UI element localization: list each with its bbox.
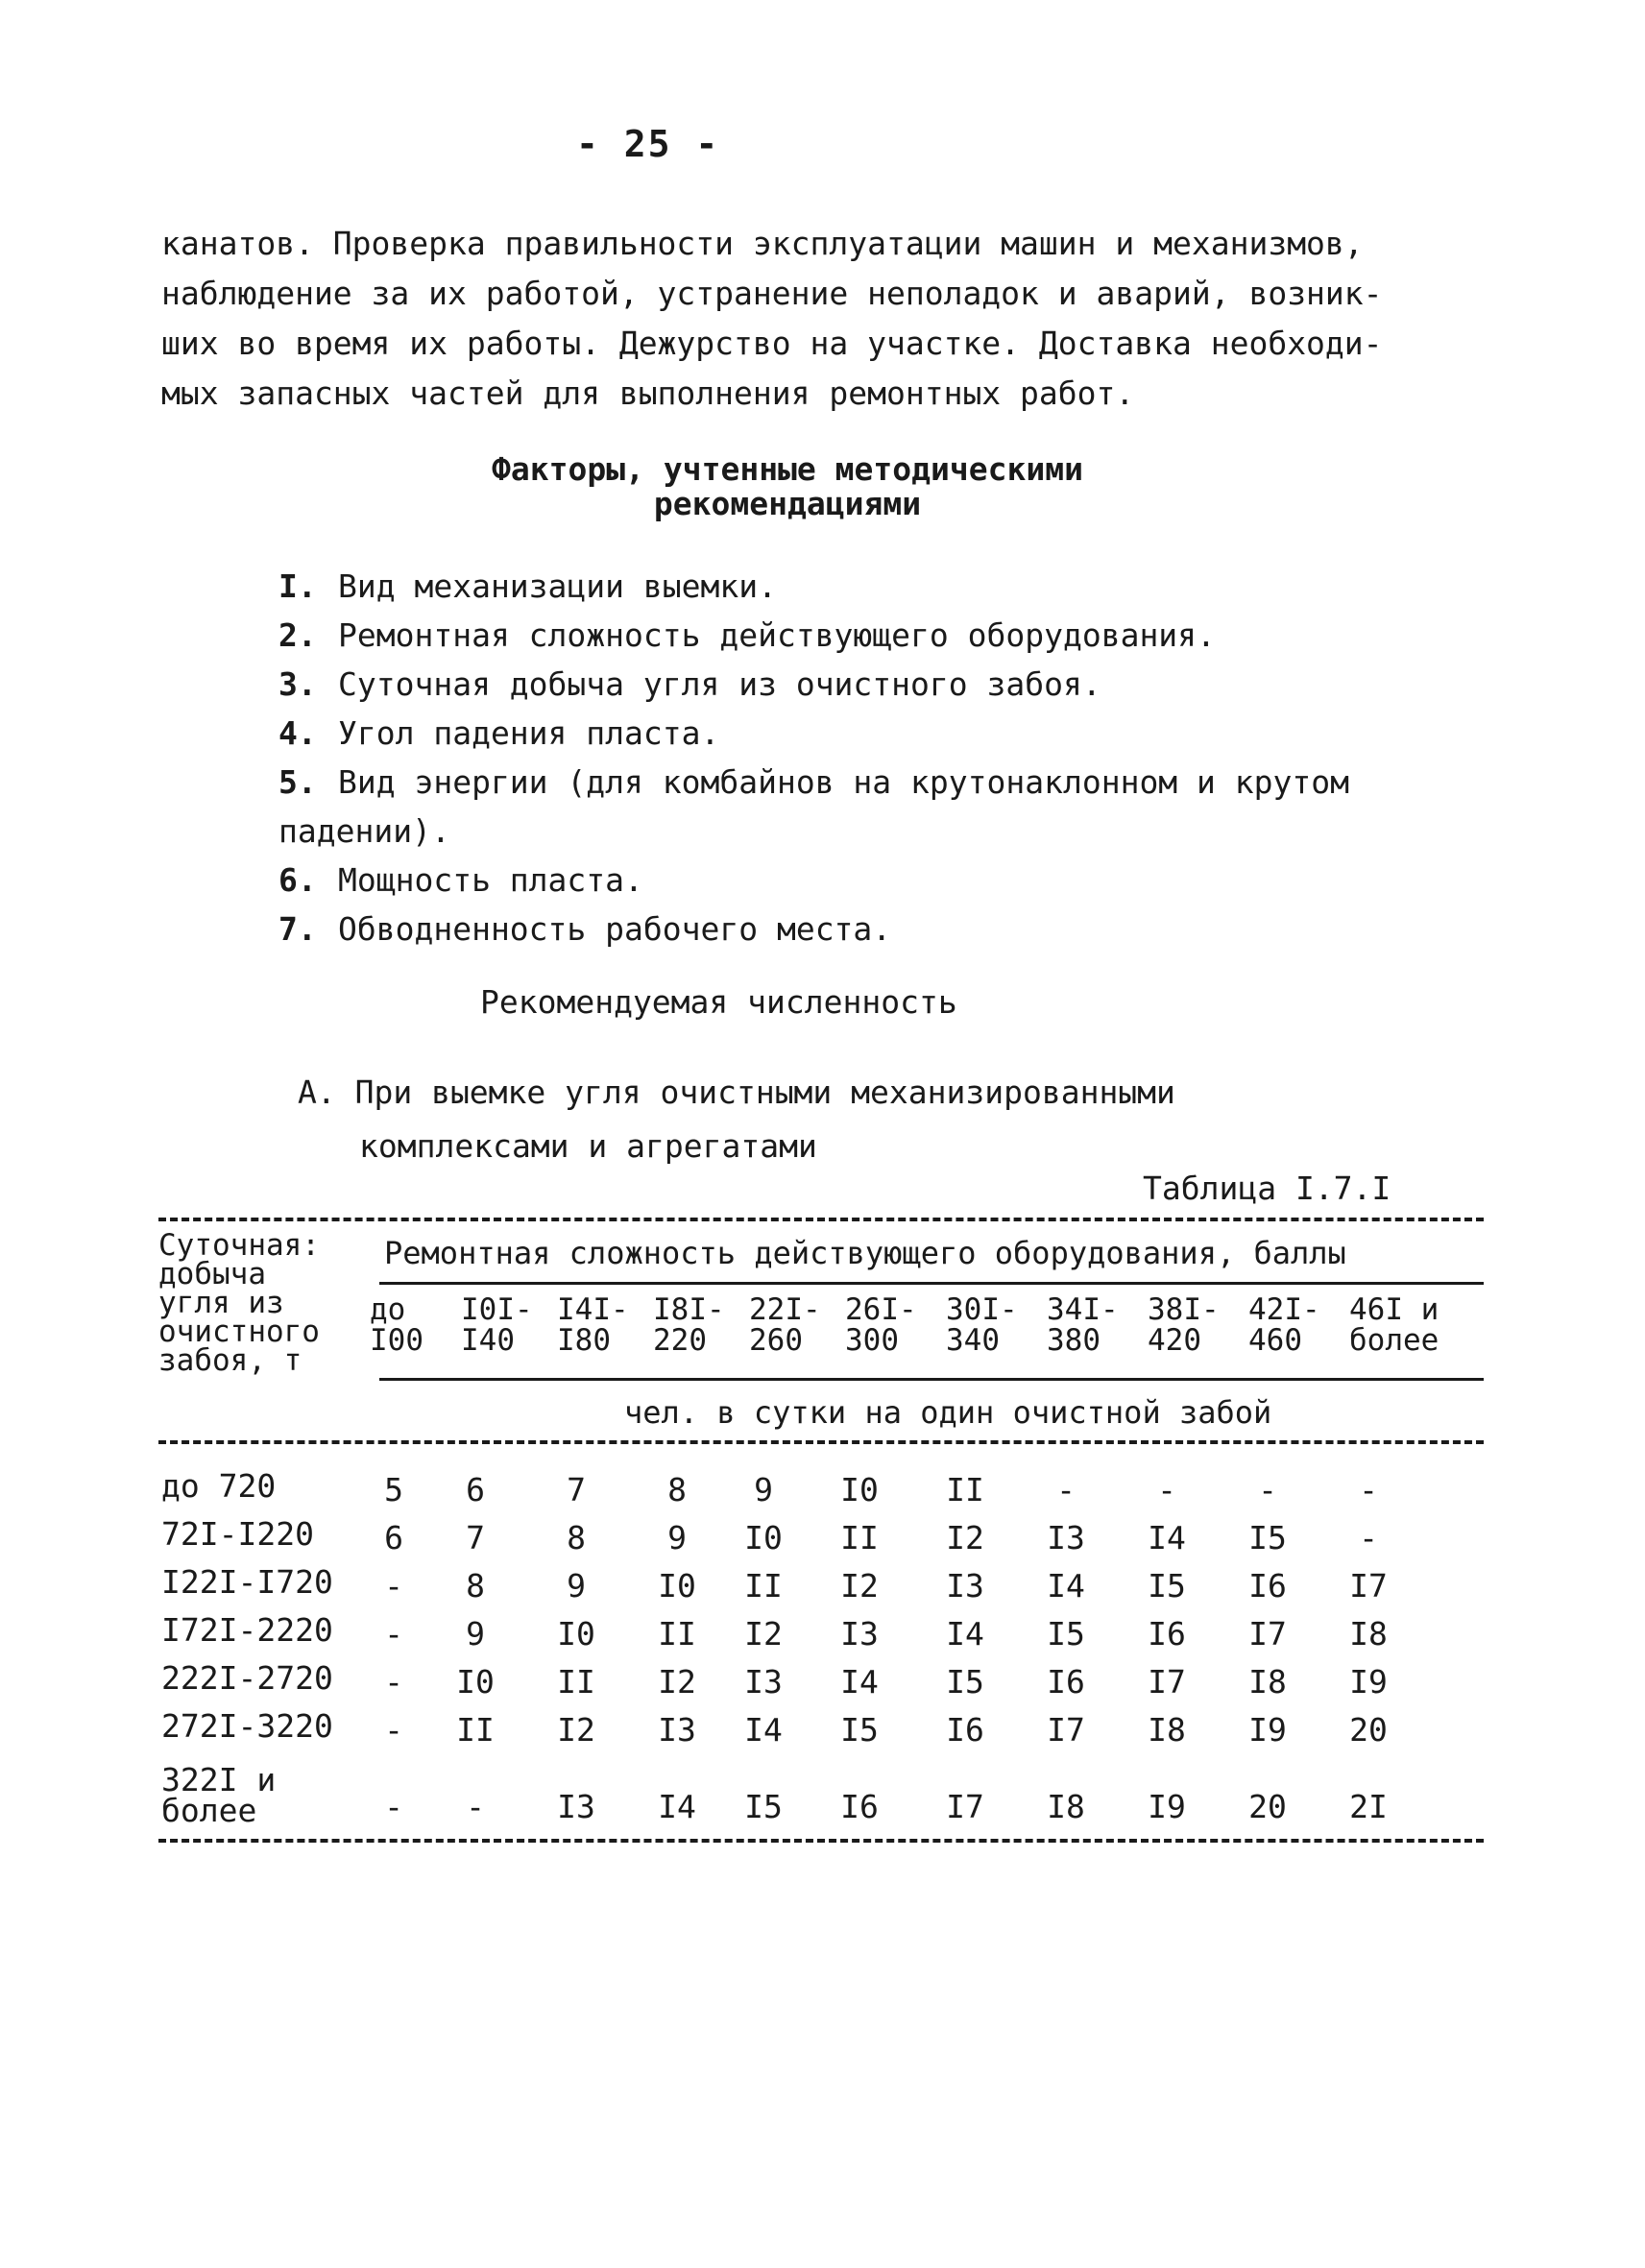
table-cell: I8 (1047, 1788, 1085, 1825)
column-header: 22I- 260 (749, 1292, 821, 1358)
table-cell: 2I (1349, 1788, 1388, 1825)
table-cell: I7 (1047, 1711, 1085, 1749)
table-cell: - (384, 1663, 403, 1701)
table-cell: I4 (658, 1788, 696, 1825)
table-cell: I7 (1349, 1567, 1388, 1604)
table-cell: - (1359, 1471, 1378, 1508)
column-header: 38I- 420 (1148, 1292, 1220, 1358)
intro-paragraph (161, 219, 1477, 419)
table-cell: I2 (946, 1519, 984, 1556)
table-cell: - (1258, 1471, 1277, 1508)
column-header: до I00 (370, 1292, 423, 1358)
table-cell: I6 (946, 1711, 984, 1749)
row-label: I22I-I720 (161, 1563, 333, 1601)
table-cell: I6 (1248, 1567, 1287, 1604)
table-cell: I9 (1148, 1788, 1186, 1825)
table-cell: I8 (1349, 1615, 1388, 1653)
factors-heading-line-2: рекомендациями (653, 485, 922, 522)
table-cell: 7 (466, 1519, 485, 1556)
table-cell: I4 (1047, 1567, 1085, 1604)
row-label: 72I-I220 (161, 1515, 314, 1553)
table-cell: II (456, 1711, 495, 1749)
column-group-header: Ремонтная сложность действующего оборудования, баллы (384, 1235, 1346, 1271)
table-cell: - (384, 1567, 403, 1604)
section-a-line-2: комплексами и агрегатами (359, 1127, 817, 1165)
row-header-line: угля из (158, 1286, 284, 1320)
table-cell: I6 (1148, 1615, 1186, 1653)
table-cell: II (840, 1519, 879, 1556)
table-cell: I3 (1047, 1519, 1085, 1556)
column-header: 42I- 460 (1248, 1292, 1320, 1358)
table-cell: 9 (754, 1471, 773, 1508)
table-cell: 5 (384, 1471, 403, 1508)
row-header-line: очистного (158, 1315, 320, 1349)
section-a-line-1: А. При выемке угля очистными механизированными (298, 1074, 1175, 1111)
table-cell: 9 (466, 1615, 485, 1653)
column-header: I8I- 220 (653, 1292, 725, 1358)
table-cell: 20 (1248, 1788, 1287, 1825)
table-cell: 8 (667, 1471, 687, 1508)
table-cell: - (466, 1788, 485, 1825)
table-cell: I5 (744, 1788, 783, 1825)
table-cell: I2 (557, 1711, 595, 1749)
table-cell: I8 (1148, 1711, 1186, 1749)
table-cell: 7 (567, 1471, 586, 1508)
factor-item: 3. Суточная добыча угля из очистного забоя. (278, 665, 1101, 703)
table-cell: I7 (946, 1788, 984, 1825)
table-cell: II (557, 1663, 595, 1701)
table-cell: I6 (840, 1788, 879, 1825)
table-cell: I4 (744, 1711, 783, 1749)
table-cell: I4 (1148, 1519, 1186, 1556)
table-cell: I2 (658, 1663, 696, 1701)
table-cell: I6 (1047, 1663, 1085, 1701)
table-cell: - (384, 1711, 403, 1749)
table-cell: II (744, 1567, 783, 1604)
column-header: 26I- 300 (845, 1292, 917, 1358)
table-cell: I5 (1047, 1615, 1085, 1653)
header-bottom-rule (158, 1440, 1484, 1444)
intro-line: канатов. Проверка правильности эксплуатации машин и механизмов, (161, 225, 1364, 262)
table-cell: 20 (1349, 1711, 1388, 1749)
table-cell: I5 (1248, 1519, 1287, 1556)
row-label: I72I-2220 (161, 1611, 333, 1649)
column-header: 34I- 380 (1047, 1292, 1119, 1358)
units-subheader: чел. в сутки на один очистной забой (624, 1394, 1272, 1431)
column-header: I4I- I80 (557, 1292, 629, 1358)
table-cell: I3 (840, 1615, 879, 1653)
table-cell: 9 (567, 1567, 586, 1604)
section-a (298, 1066, 1175, 1173)
page-number: - 25 - (576, 123, 720, 165)
table-cell: 8 (466, 1567, 485, 1604)
table-cell: I0 (658, 1567, 696, 1604)
row-header-line: забоя, т (158, 1343, 302, 1378)
factor-item-continuation: падении). (278, 812, 450, 850)
factor-item: 7. Обводненность рабочего места. (278, 910, 892, 948)
table-top-rule (158, 1218, 1484, 1221)
intro-line: мых запасных частей для выполнения ремонтных работ. (161, 374, 1135, 412)
table-bottom-rule (158, 1839, 1484, 1843)
table-cell: I5 (840, 1711, 879, 1749)
row-header-line: Суточная: (158, 1228, 320, 1263)
table-cell: I0 (456, 1663, 495, 1701)
table-cell: I5 (1148, 1567, 1186, 1604)
table-cell: I3 (744, 1663, 783, 1701)
factors-list (278, 562, 1349, 953)
table-cell: II (658, 1615, 696, 1653)
recommended-heading: Рекомендуемая численность (480, 983, 957, 1021)
factor-item: 6. Мощность пласта. (278, 861, 643, 899)
factors-heading-line-1: Факторы, учтенные методическими (492, 450, 1083, 488)
table-caption: Таблица I.7.I (1143, 1170, 1391, 1207)
table-cell: - (384, 1615, 403, 1653)
intro-line: наблюдение за их работой, устранение неполадок и аварий, возник- (161, 275, 1383, 312)
table-cell: I0 (840, 1471, 879, 1508)
table-cell: 6 (384, 1519, 403, 1556)
table-cell: I8 (1248, 1663, 1287, 1701)
table-cell: - (1157, 1471, 1176, 1508)
table-cell: I9 (1349, 1663, 1388, 1701)
factor-item: 4. Угол падения пласта. (278, 714, 720, 752)
table-cell: - (1056, 1471, 1076, 1508)
table-cell: I4 (946, 1615, 984, 1653)
table-cell: - (1359, 1519, 1378, 1556)
row-label: 272I-3220 (161, 1707, 333, 1745)
factor-item: 5. Вид энергии (для комбайнов на крутонаклонном и крутом (278, 763, 1349, 801)
column-header: 46I и более (1349, 1292, 1439, 1358)
table-cell: I2 (840, 1567, 879, 1604)
table-cell: I7 (1248, 1615, 1287, 1653)
column-header: 30I- 340 (946, 1292, 1018, 1358)
table-cell: I9 (1248, 1711, 1287, 1749)
table-cell: I0 (744, 1519, 783, 1556)
factor-item: 2. Ремонтная сложность действующего оборудования. (278, 616, 1216, 654)
header-rule-2 (379, 1378, 1484, 1381)
table-cell: I5 (946, 1663, 984, 1701)
column-header: I0I- I40 (461, 1292, 533, 1358)
row-label: 322I и более (161, 1761, 277, 1829)
table-cell: I3 (557, 1788, 595, 1825)
table-cell: I2 (744, 1615, 783, 1653)
factor-item: I. Вид механизации выемки. (278, 567, 777, 605)
row-header-line: добыча (158, 1257, 266, 1291)
table-cell: 6 (466, 1471, 485, 1508)
row-header (158, 1228, 320, 1378)
table-cell: I3 (658, 1711, 696, 1749)
table-cell: I3 (946, 1567, 984, 1604)
row-label: до 720 (161, 1467, 277, 1505)
table-cell: 8 (567, 1519, 586, 1556)
table-cell: 9 (667, 1519, 687, 1556)
intro-line: ших во время их работы. Дежурство на участке. Доставка необходи- (161, 325, 1383, 362)
table-cell: II (946, 1471, 984, 1508)
table-cell: - (384, 1788, 403, 1825)
table-cell: I7 (1148, 1663, 1186, 1701)
table-cell: I0 (557, 1615, 595, 1653)
row-label: 222I-2720 (161, 1659, 333, 1697)
table-cell: I4 (840, 1663, 879, 1701)
header-rule-1 (379, 1282, 1484, 1285)
